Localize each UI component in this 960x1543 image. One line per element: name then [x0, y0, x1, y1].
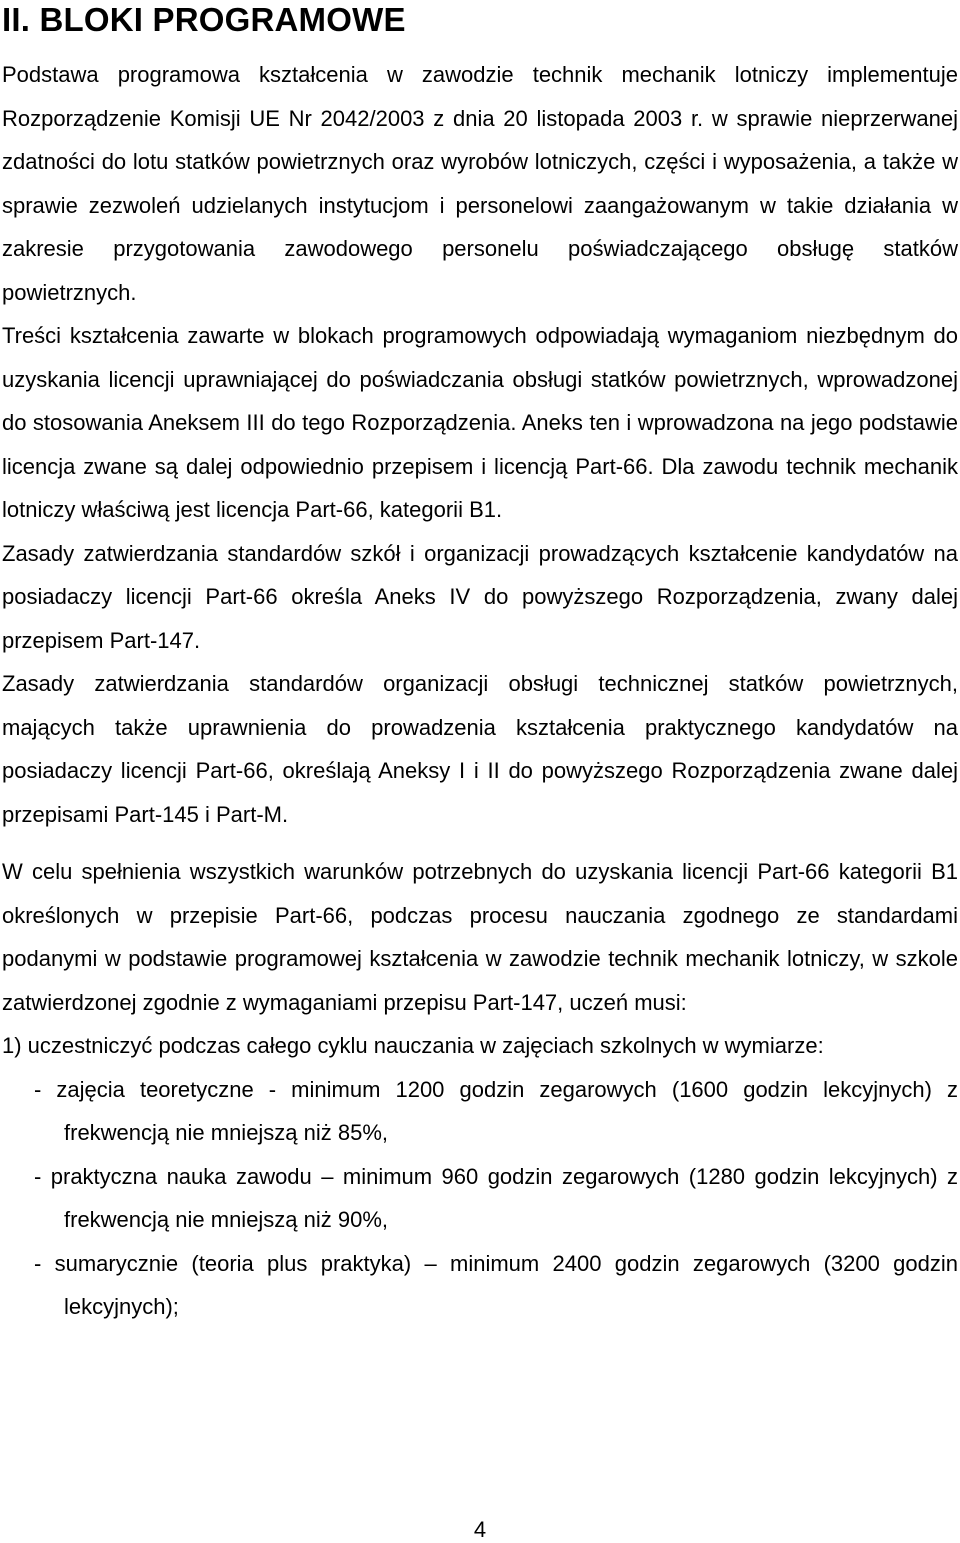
paragraph-legal-basis: Podstawa programowa kształcenia w zawodzie technik mechanik lotniczy implementuje Rozporządzenie Komisji UE Nr 2042/2003 z dnia 20 listopada 2003 r. w sprawie nieprzerwanej zdatności do lotu statków powietrznych oraz wyrobów lotniczych, części i wyposażenia, a także w sprawie zezwoleń udzielanych instytucjom i personelowi zaangażowanym w takie działania w zakresie przygotowania zawodowego personelu poświadczającego obsługę statków powietrznych.	[2, 62, 958, 305]
paragraph-part-147: Zasady zatwierdzania standardów szkół i organizacji prowadzących kształcenie kandydatów na posiadaczy licencji Part-66 określa Aneks IV do powyższego Rozporządzenia, zwany dalej przepisem Part-147.	[2, 540, 958, 653]
list-subitem-total: - sumarycznie (teoria plus praktyka) – minimum 2400 godzin zegarowych (3200 godzin lekcyjnych);	[34, 1250, 958, 1319]
list-subitem-practice: - praktyczna nauka zawodu – minimum 960 godzin zegarowych (1280 godzin lekcyjnych) z frekwencją nie mniejszą niż 90%,	[34, 1163, 958, 1232]
list-subitem-theory: - zajęcia teoretyczne - minimum 1200 godzin zegarowych (1600 godzin lekcyjnych) z frekwencją nie mniejszą niż 85%,	[34, 1076, 958, 1145]
page-number: 4	[473, 1517, 487, 1542]
paragraph-part-145: Zasady zatwierdzania standardów organizacji obsługi technicznej statków powietrznych, mających także uprawnienia do prowadzenia kształcenia praktycznego kandydatów na posiadaczy licencji Part-66, określają Aneksy I i II do powyższego Rozporządzenia zwane dalej przepisami Part-145 i Part-M.	[2, 671, 958, 827]
list-item-attendance: 1) uczestniczyć podczas całego cyklu nauczania w zajęciach szkolnych w wymiarze:	[2, 1033, 824, 1058]
section-heading: II. BLOKI PROGRAMOWE	[2, 1, 406, 38]
paragraph-content-licence: Treści kształcenia zawarte w blokach programowych odpowiadają wymaganiom niezbędnym do uzyskania licencji uprawniającej do poświadczania obsługi statków powietrznych, wprowadzonej do stosowania Aneksem III do tego Rozporządzenia. Aneks ten i wprowadzona na jego podstawie licencja zwane są dalej odpowiednio przepisem i licencją Part-66. Dla zawodu technik mechanik lotniczy właściwą jest licencja Part-66, kategorii B1.	[2, 323, 958, 522]
paragraph-student-requirements: W celu spełnienia wszystkich warunków potrzebnych do uzyskania licencji Part-66 kategorii B1 określonych w przepisie Part-66, podczas procesu nauczania zgodnego ze standardami podanymi w podstawie programowej kształcenia w zawodzie technik mechanik lotniczy, w szkole zatwierdzonej zgodnie z wymaganiami przepisu Part-147, uczeń musi:	[2, 859, 958, 1015]
